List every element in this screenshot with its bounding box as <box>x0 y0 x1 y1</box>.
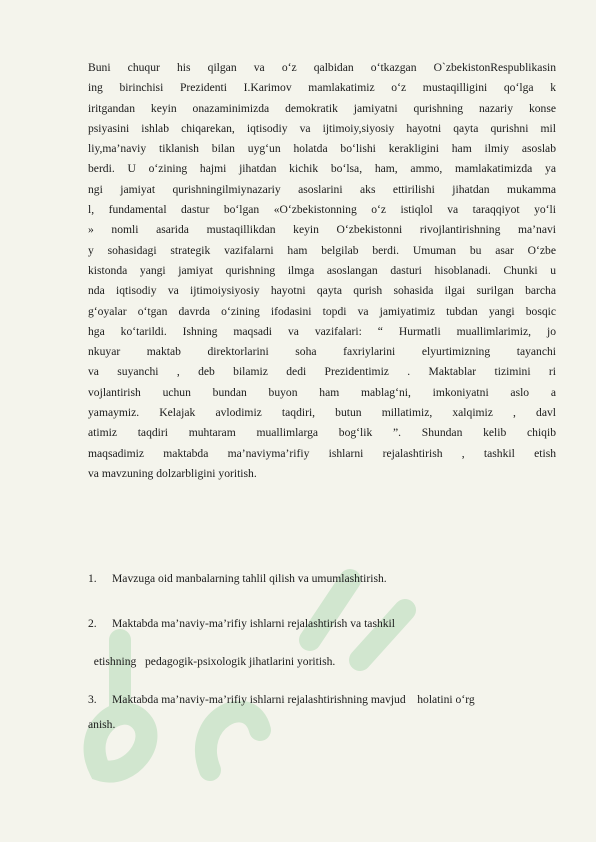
paragraph-line: ngi jamiyat qurishningilmiynazariy asoslarini aks ettirilishi jihatdan mukamma <box>88 182 556 196</box>
list-item-text: anish. <box>88 718 116 731</box>
paragraph-line: nda iqtisodiy va ijtimoiysiyosiy hayotni qayta qurish sohasida ilgai surilgan barcha <box>88 284 556 298</box>
paragraph-line: l, fundamental dastur bo‘lgan «O‘zbekistonning o‘z istiqlol va taraqqiyot yo‘li <box>88 203 556 217</box>
paragraph-line: yamaymiz. Kelajak avlodimiz taqdiri, butun millatimiz, xalqimiz , davl <box>88 406 556 420</box>
paragraph-line: va suyanchi , deb bilamiz dedi Prezidentimiz . Maktablar tizimini ri <box>88 365 556 379</box>
paragraph-line: ing birinchisi Prezidenti I.Karimov mamlakatimiz o‘z mustaqilligini qo‘lga k <box>88 81 556 95</box>
list-item-number: 2. <box>88 617 97 630</box>
list-item <box>88 617 395 630</box>
paragraph-line: iritgandan keyin onazaminimizda demokratik jamiyatni qurishning nazariy konse <box>88 101 556 115</box>
list-item-text: etishning pedagogik-psixologik jihatlarini yoritish. <box>88 655 336 668</box>
paragraph-line: y sohasidagi strategik vazifalarni ham belgilab berdi. Umuman bu asar O‘zbe <box>88 243 556 257</box>
list-item-number: 1. <box>88 572 97 585</box>
paragraph-line: Buni chuqur his qilgan va o‘z qalbidan o‘tkazgan O`zbekistonRespublikasin <box>88 61 556 74</box>
main-paragraph <box>88 58 556 484</box>
paragraph-line: va mavzuning dolzarbligini yoritish. <box>88 466 257 480</box>
paragraph-line: vojlantirish uchun bundan buyon ham mablag‘ni, imkoniyatni aslo a <box>88 385 556 399</box>
paragraph-line: hga ko‘tarildi. Ishning maqsadi va vazifalari: “ Hurmatli muallimlarimiz, jo <box>88 324 556 338</box>
list-item <box>88 655 335 668</box>
paragraph-line: kistonda yangi jamiyat qurishning ilmga asoslangan dasturi hisoblanadi. Chunki u <box>88 263 556 277</box>
paragraph-line: atimiz taqdiri muhtaram muallimlarga bog‘lik ”. Shundan kelib chiqib <box>88 426 556 440</box>
paragraph-line: maqsadimiz maktabda ma’naviyma’rifiy ishlarni rejalashtirish , tashkil etish <box>88 446 556 460</box>
watermark-logo-icon <box>60 520 420 820</box>
list-item-text: Maktabda ma’naviy-ma’rifiy ishlarni rejalashtirishning mavjud holatini o‘rg <box>112 693 475 706</box>
paragraph-line: psiyasini ishlab chiqarekan, iqtisodiy va ijtimoiy,siyosiy hayotni qayta qurishni mil <box>88 121 556 135</box>
list-item-number: 3. <box>88 693 97 706</box>
paragraph-line: nkuyar maktab direktorlarini soha faxriylarini elyurtimizning tayanchi <box>88 345 556 359</box>
paragraph-line: berdi. U o‘zining hajmi jihatdan kichik bo‘lsa, ham, ammo, mamlakatimizda ya <box>88 162 556 176</box>
list-item-text: Maktabda ma’naviy-ma’rifiy ishlarni rejalashtirish va tashkil <box>112 617 395 630</box>
list-item <box>88 572 387 585</box>
list-item <box>88 693 475 706</box>
list-item <box>88 718 115 731</box>
paragraph-line: » nomli asarida mustaqillikdan keyin O‘zbekistonni rivojlantirishning ma’navi <box>88 223 556 237</box>
paragraph-line: liy,ma’naviy tiklanish bilan uyg‘un holatda bo‘lishi kerakligini ham ilmiy asoslab <box>88 142 556 156</box>
paragraph-line: g‘oyalar o‘tgan davrda o‘zining ifodasini topdi va jamiyatimiz tubdan yangi bosqic <box>88 304 556 318</box>
list-item-text: Mavzuga oid manbalarning tahlil qilish va umumlashtirish. <box>112 572 387 585</box>
